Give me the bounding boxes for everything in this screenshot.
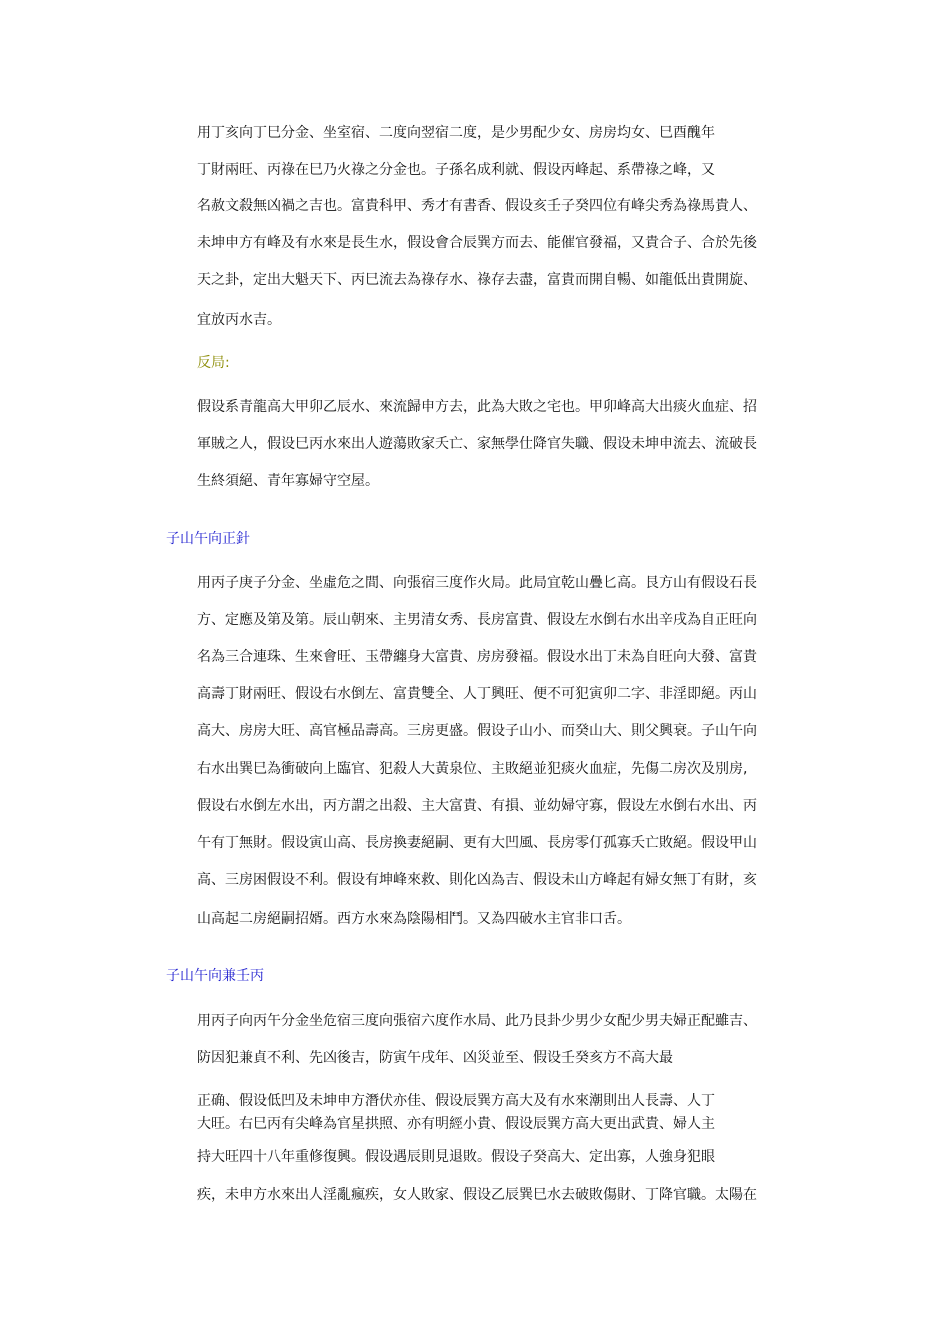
section2-line: 大旺。右巳丙有尖峰為官星拱照、亦有明經小貴、假设辰巽方高大更出武貴、婦人主: [197, 1116, 715, 1132]
section-title: 子山午向正針: [166, 531, 250, 547]
section2-line: 防因犯兼貞不利、先凶後吉，防寅午戌年、凶災並至、假设壬癸亥方不高大最: [197, 1050, 673, 1066]
intro-line: 宜放丙水吉。: [197, 312, 281, 328]
section1-line: 高大、房房大旺、高官極品壽高。三房更盛。假设子山小、而癸山大、則父興衰。子山午向: [197, 723, 757, 739]
intro-line: 天之卦，定出大魁天下、丙巳流去為祿存水、祿存去盡，富貴而開自暢、如龍低出貴開旋、: [197, 272, 757, 288]
section1-line: 高壽丁財兩旺、假设右水倒左、富貴雙全、人丁興旺、便不可犯寅卯二字、非淫即絕。丙山: [197, 686, 757, 702]
intro-line: 未坤申方有峰及有水來是長生水，假设會合辰巽方而去、能催官發福，又貴合子、合於先後: [197, 235, 757, 251]
section1-line: 名為三合連珠、生來會旺、玉帶纏身大富貴、房房發福。假设水出丁未為自旺向大發、富貴: [197, 649, 757, 665]
reverse-line: 假设系青龍高大甲卯乙辰水、來流歸申方去，此為大敗之宅也。甲卯峰高大出痰火血症、招: [197, 399, 757, 415]
section1-line: 山高起二房絕嗣招婿。西方水來為陰陽相鬥。又為四破水主官非口舌。: [197, 911, 631, 927]
reverse-line: 生終須絕、青年寡婦守空屋。: [197, 473, 379, 489]
section1-line: 方、定應及第及第。辰山朝來、主男清女秀、長房富貴、假设左水倒右水出辛戌為自正旺向: [197, 612, 757, 628]
section-title: 子山午向兼壬丙: [166, 968, 264, 984]
section2-line: 疾，未申方水來出人淫亂瘋疾，女人敗家、假设乙辰巽巳水去破敗傷財、丁降官職。太陽在: [197, 1187, 757, 1203]
section1-line: 右水出巽巳為衝破向上臨官、犯殺人大黃泉位、主敗絕並犯痰火血症，先傷二房次及別房,: [197, 761, 748, 777]
reverse-line: 軍賊之人，假设巳丙水來出人遊蕩敗家夭亡、家無學仕降官失職、假设未坤申流去、流破長: [197, 436, 757, 452]
section2-line: 用丙子向丙午分金坐危宿三度向張宿六度作水局、此乃艮卦少男少女配少男夫婦正配雖吉、: [197, 1013, 757, 1029]
section1-line: 高、三房困假设不利。假设有坤峰來救、則化凶為吉、假设未山方峰起有婦女無丁有財，亥: [197, 872, 757, 888]
intro-line: 用丁亥向丁巳分金、坐室宿、二度向翌宿二度，是少男配少女、房房均女、巳酉醜年: [197, 125, 715, 141]
reverse-label: 反局:: [197, 355, 230, 371]
section1-line: 午有丁無財。假设寅山高、長房換妻絕嗣、更有大凹風、長房零仃孤寡夭亡敗絕。假设甲山: [197, 835, 757, 851]
section2-line: 正确、假设低凹及未坤申方潛伏亦佳、假设辰巽方高大及有水來潮則出人長壽、人丁: [197, 1093, 715, 1109]
section1-line: 用丙子庚子分金、坐虛危之間、向張宿三度作火局。此局宜乾山疊匕高。艮方山有假设石長: [197, 575, 757, 591]
section2-line: 持大旺四十八年重修復興。假设遇辰則見退敗。假设子癸高大、定出寡，人強身犯眼: [197, 1149, 715, 1165]
section1-line: 假设右水倒左水出，丙方謂之出殺、主大富貴、有損、並幼婦守寡，假设左水倒右水出、丙: [197, 798, 757, 814]
intro-line: 名赦文殺無凶禍之吉也。富貴科甲、秀才有書香、假设亥壬子癸四位有峰尖秀為祿馬貴人、: [197, 198, 757, 214]
intro-line: 丁財兩旺、丙祿在巳乃火祿之分金也。子孫名成利就、假设丙峰起、系帶祿之峰，又: [197, 162, 715, 178]
